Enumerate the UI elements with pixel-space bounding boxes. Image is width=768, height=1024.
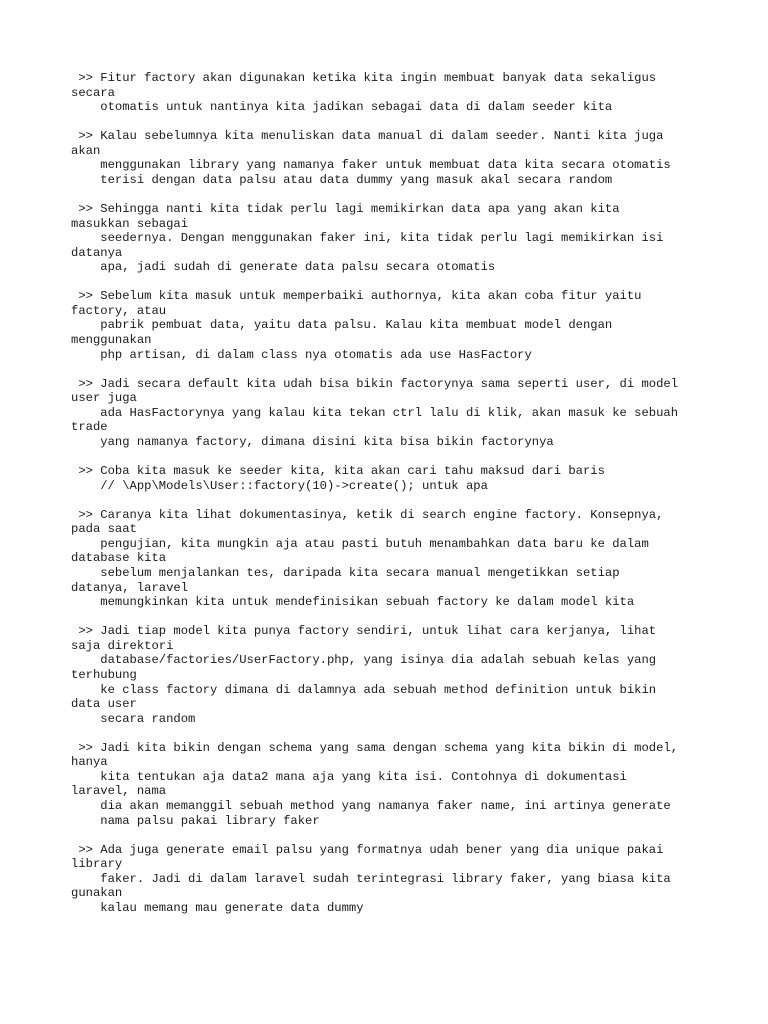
code-line: // \App\Models\User::factory(10)->create(); untuk apa	[71, 478, 488, 493]
text-line: laravel, nama	[71, 784, 167, 799]
paragraph	[71, 377, 751, 450]
text-line: >> Kalau sebelumnya kita menuliskan data manual di dalam seeder. Nanti kita juga	[71, 129, 664, 144]
paragraph	[71, 129, 751, 187]
text-line: >> Sehingga nanti kita tidak perlu lagi memikirkan data apa yang akan kita	[71, 201, 620, 216]
text-line: >> Jadi secara default kita udah bisa bikin factorynya sama seperti user, di model	[71, 376, 679, 391]
paragraph	[71, 508, 751, 610]
text-line: >> Jadi tiap model kita punya factory sendiri, untuk lihat cara kerjanya, lihat	[71, 624, 657, 639]
text-line: >> Ada juga generate email palsu yang formatnya udah bener yang dia unique pakai	[71, 842, 664, 857]
text-line: trade	[71, 420, 108, 435]
text-line: menggunakan	[71, 333, 152, 348]
paragraph	[71, 71, 751, 115]
text-line: kita tentukan aja data2 mana aja yang kita isi. Contohnya di dokumentasi	[71, 769, 627, 784]
text-line: faker. Jadi di dalam laravel sudah terintegrasi library faker, yang biasa kita	[71, 871, 671, 886]
text-line: dia akan memanggil sebuah method yang namanya faker name, ini artinya generate	[71, 799, 671, 814]
text-line: >> Jadi kita bikin dengan schema yang sama dengan schema yang kita bikin di model,	[71, 740, 679, 755]
text-line: pabrik pembuat data, yaitu data palsu. Kalau kita membuat model dengan	[71, 318, 613, 333]
text-line: memungkinkan kita untuk mendefinisikan sebuah factory ke dalam model kita	[71, 595, 635, 610]
paragraph	[71, 624, 751, 726]
text-line: >> Caranya kita lihat dokumentasinya, ketik di search engine factory. Konsepnya,	[71, 507, 664, 522]
text-line: terhubung	[71, 667, 137, 682]
text-line: ke class factory dimana di dalamnya ada sebuah method definition untuk bikin	[71, 682, 657, 697]
text-line: datanya, laravel	[71, 580, 189, 595]
text-line: pengujian, kita mungkin aja atau pasti butuh menambahkan data baru ke dalam	[71, 536, 649, 551]
text-line: library	[71, 857, 123, 872]
text-line: database kita	[71, 551, 167, 566]
text-line: database/factories/UserFactory.php, yang isinya dia adalah sebuah kelas yang	[71, 653, 657, 668]
text-line: seedernya. Dengan menggunakan faker ini, kita tidak perlu lagi memikirkan isi	[71, 231, 664, 246]
text-line: terisi dengan data palsu atau data dummy yang masuk akal secara random	[71, 172, 613, 187]
text-line: apa, jadi sudah di generate data palsu secara otomatis	[71, 260, 496, 275]
paragraph	[71, 289, 751, 362]
text-line: php artisan, di dalam class nya otomatis ada use HasFactory	[71, 347, 532, 362]
text-line: akan	[71, 143, 101, 158]
text-line: hanya	[71, 755, 108, 770]
text-line: factory, atau	[71, 303, 167, 318]
text-line: otomatis untuk nantinya kita jadikan sebagai data di dalam seeder kita	[71, 100, 613, 115]
text-line: yang namanya factory, dimana disini kita bisa bikin factorynya	[71, 435, 554, 450]
text-line: ada HasFactorynya yang kalau kita tekan ctrl lalu di klik, akan masuk ke sebuah	[71, 405, 679, 420]
text-line: sebelum menjalankan tes, daripada kita secara manual mengetikkan setiap	[71, 565, 620, 580]
paragraph	[71, 741, 751, 829]
paragraph	[71, 202, 751, 275]
paragraph	[71, 843, 751, 916]
text-line: >> Fitur factory akan digunakan ketika kita ingin membuat banyak data sekaligus	[71, 71, 657, 85]
text-line: gunakan	[71, 886, 123, 901]
text-line: menggunakan library yang namanya faker untuk membuat data kita secara otomatis	[71, 158, 671, 173]
text-line: masukkan sebagai	[71, 216, 189, 231]
text-line: data user	[71, 697, 137, 712]
text-line: saja direktori	[71, 638, 174, 653]
text-line: >> Sebelum kita masuk untuk memperbaiki authornya, kita akan coba fitur yaitu	[71, 289, 642, 304]
text-line: secara	[71, 85, 115, 100]
text-line: kalau memang mau generate data dummy	[71, 901, 364, 916]
text-line: datanya	[71, 245, 123, 260]
text-line: pada saat	[71, 522, 137, 537]
document-page	[71, 71, 751, 930]
paragraph	[71, 464, 751, 493]
text-line: secara random	[71, 711, 196, 726]
text-line: >> Coba kita masuk ke seeder kita, kita akan cari tahu maksud dari baris	[71, 464, 605, 479]
text-line: nama palsu pakai library faker	[71, 813, 320, 828]
text-line: user juga	[71, 391, 137, 406]
